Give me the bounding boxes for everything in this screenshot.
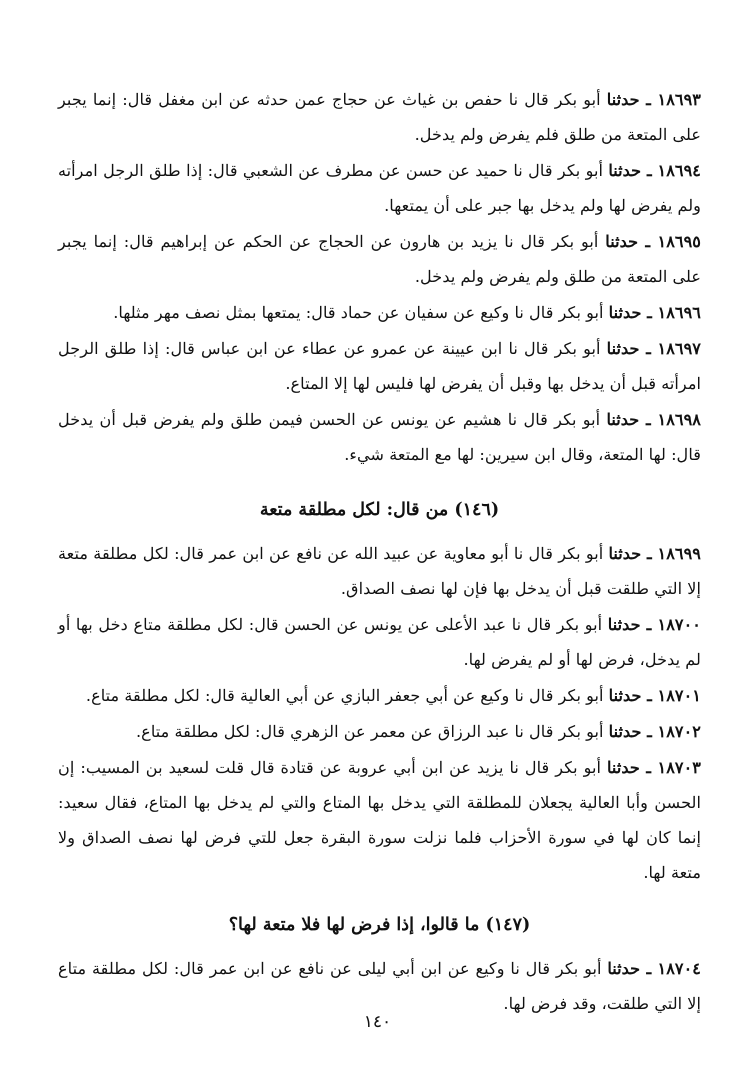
hadith-number: ١٨٧٠١ <box>657 686 701 705</box>
hadith-number: ١٨٧٠٤ <box>657 959 701 978</box>
hadith-number: ١٨٦٩٦ <box>657 303 701 322</box>
hadith-number: ١٨٦٩٥ <box>657 232 701 251</box>
separator-dash: ـ <box>641 544 658 563</box>
hadith-number: ١٨٧٠٣ <box>657 758 701 777</box>
hadith-lead-word: حدثنا <box>608 686 642 705</box>
hadith-entry <box>58 607 701 677</box>
hadith-text: أبو بكر قال نا أبو معاوية عن عبيد الله عن نافع عن ابن عمر قال: لكل مطلقة متعة إلا التي طلقت قبل أن يدخل بها فإن لها نصف الصداق. <box>58 544 701 598</box>
hadith-entry <box>58 678 701 713</box>
hadith-text: أبو بكر قال نا ابن عيينة عن عمرو عن عطاء عن ابن عباس قال: إذا طلق الرجل امرأته قبل أن يدخل بها وقبل أن يفرض لها فليس لها إلا المتاع. <box>58 339 701 393</box>
separator-dash: ـ <box>640 615 658 634</box>
hadith-text: أبو بكر قال نا يزيد عن ابن أبي عروبة عن قتادة قال قلت لسعيد بن المسيب: إن الحسن وأبا العالية يجعلان للمطلقة التي يدخل بها المتاع والتي لم يدخل بها المتاع، فقال سعيد: إنما كان لها في سورة الأحزاب فلما نزلت سورة البقرة جعل للتي فرض لها نصف الصداق ولا متعة لها. <box>58 758 701 882</box>
hadith-text: أبو بكر قال نا عبد الأعلى عن يونس عن الحسن قال: لكل مطلقة متاع دخل بها أو لم يدخل، فرض لها أو لم يفرض لها. <box>58 615 701 669</box>
separator-dash: ـ <box>639 410 658 429</box>
hadith-lead-word: حدثنا <box>608 161 642 180</box>
hadith-text: أبو بكر قال نا وكيع عن ابن أبي ليلى عن نافع عن ابن عمر قال: لكل مطلقة متاع إلا التي طلقت، وقد فرض لها. <box>58 959 701 1013</box>
hadith-number: ١٨٦٩٣ <box>657 90 702 109</box>
hadith-entry <box>58 331 701 401</box>
hadith-text: أبو بكر قال نا وكيع عن أبي جعفر البازي عن أبي العالية قال: لكل مطلقة متاع. <box>85 686 604 705</box>
hadith-entry <box>58 750 701 890</box>
hadith-text: أبو بكر قال نا حميد عن حسن عن مطرف عن الشعبي قال: إذا طلق الرجل امرأته ولم يفرض لها ولم يدخل بها جبر على أن يمتعها. <box>58 161 701 215</box>
hadith-text: أبو بكر قال نا حفص بن غياث عن حجاج عمن حدثه عن ابن مغفل قال: إنما يجبر على المتعة من طلق فلم يفرض ولم يدخل. <box>58 90 701 144</box>
separator-dash: ـ <box>641 686 658 705</box>
hadith-lead-word: حدثنا <box>606 339 640 358</box>
hadith-number: ١٨٦٩٧ <box>657 339 702 358</box>
hadith-lead-word: حدثنا <box>605 232 639 251</box>
separator-dash: ـ <box>639 90 658 109</box>
hadith-lead-word: حدثنا <box>606 410 640 429</box>
hadith-entry <box>58 295 701 330</box>
hadith-number: ١٨٧٠٢ <box>657 722 701 741</box>
hadith-entry <box>58 82 701 152</box>
hadith-text: أبو بكر قال نا عبد الرزاق عن معمر عن الزهري قال: لكل مطلقة متاع. <box>136 722 604 741</box>
chapter-heading: (١٤٦) من قال: لكل مطلقة متعة <box>259 500 500 520</box>
separator-dash: ـ <box>641 161 658 180</box>
separator-dash: ـ <box>641 303 658 322</box>
hadith-lead-word: حدثنا <box>606 90 640 109</box>
hadith-entry <box>58 951 701 1021</box>
page-number: ١٤٠ <box>363 1012 392 1032</box>
separator-dash: ـ <box>641 722 658 741</box>
separator-dash: ـ <box>639 339 658 358</box>
hadith-text: أبو بكر قال نا هشيم عن يونس عن الحسن فيمن طلق ولم يفرض قبل أن يدخل قال: لها المتعة، وقال ابن سيرين: لها مع المتعة شيء. <box>58 410 701 464</box>
hadith-number: ١٨٦٩٩ <box>657 544 701 563</box>
hadith-entry <box>58 402 701 472</box>
hadith-lead-word: حدثنا <box>608 722 642 741</box>
separator-dash: ـ <box>640 959 658 978</box>
hadith-text: أبو بكر قال نا وكيع عن سفيان عن حماد قال: يمتعها بمثل نصف مهر مثلها. <box>113 303 604 322</box>
hadith-lead-word: حدثنا <box>607 615 641 634</box>
hadith-number: ١٨٦٩٤ <box>657 161 702 180</box>
hadith-lead-word: حدثنا <box>607 959 641 978</box>
hadith-entry <box>58 536 701 606</box>
page-body <box>58 82 701 1022</box>
hadith-lead-word: حدثنا <box>608 303 642 322</box>
hadith-lead-word: حدثنا <box>608 544 642 563</box>
separator-dash: ـ <box>639 758 658 777</box>
hadith-entry <box>58 714 701 749</box>
hadith-lead-word: حدثنا <box>607 758 640 777</box>
hadith-entry <box>58 224 701 294</box>
hadith-number: ١٨٧٠٠ <box>657 615 702 634</box>
hadith-number: ١٨٦٩٨ <box>657 410 702 429</box>
hadith-text: أبو بكر قال نا يزيد بن هارون عن الحجاج عن الحكم عن إبراهيم قال: إنما يجبر على المتعة من طلق ولم يفرض ولم يدخل. <box>58 232 701 286</box>
separator-dash: ـ <box>638 232 658 251</box>
hadith-entry <box>58 153 701 223</box>
chapter-heading: (١٤٧) ما قالوا، إذا فرض لها فلا متعة لها؟ <box>228 915 531 935</box>
